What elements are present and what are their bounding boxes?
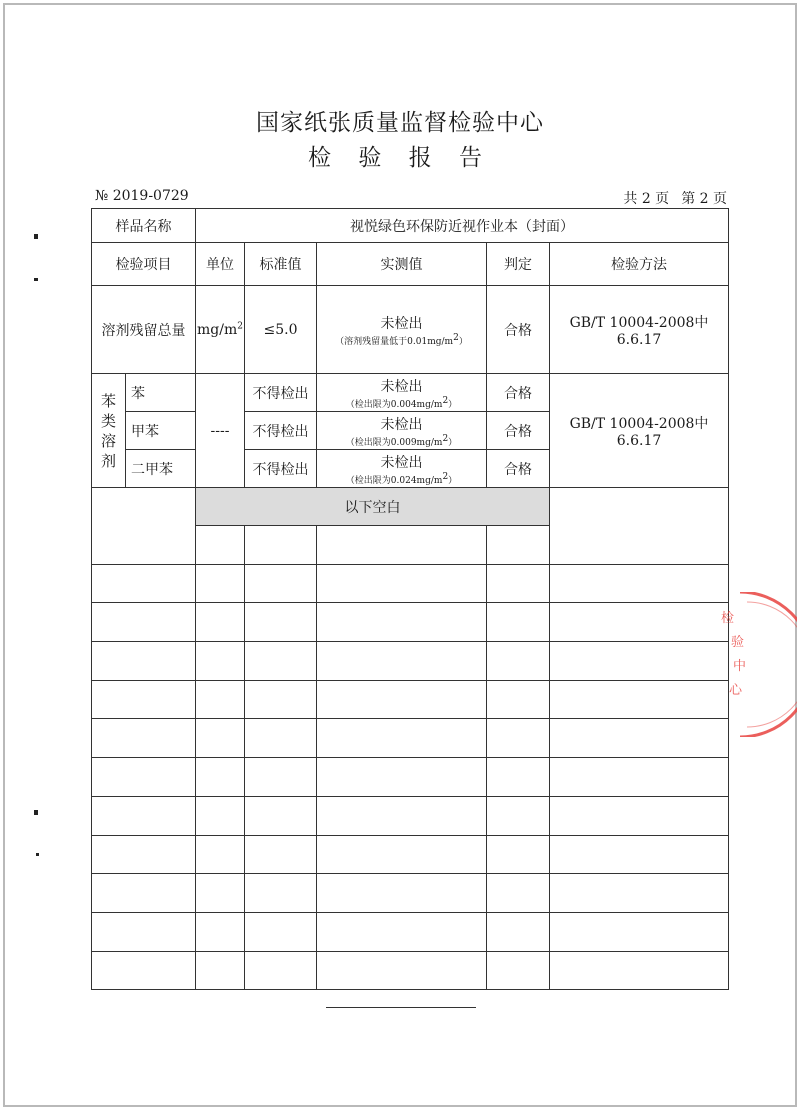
binding-mark — [36, 853, 39, 856]
blank-cell — [550, 488, 729, 526]
toluene-standard: 不得检出 — [245, 412, 317, 450]
blank-notice-row — [92, 488, 729, 526]
empty-row — [92, 603, 729, 642]
empty-row — [92, 642, 729, 681]
empty-row — [92, 874, 729, 913]
sample-label: 样品名称 — [92, 209, 196, 243]
col-standard-header: 标准值 — [245, 243, 317, 286]
binding-mark — [34, 810, 38, 815]
empty-row — [92, 680, 729, 719]
report-number: № 2019-0729 — [95, 188, 189, 204]
xylene-standard: 不得检出 — [245, 450, 317, 488]
toluene-verdict: 合格 — [487, 412, 550, 450]
empty-row — [92, 719, 729, 758]
signature-line — [326, 1007, 476, 1008]
benzene-group-unit: ---- — [196, 374, 245, 488]
toluene-measured: 未检出 （检出限为0.009mg/m2） — [317, 412, 487, 450]
benzene-name: 苯 — [126, 374, 196, 412]
empty-rows — [92, 526, 729, 990]
blank-notice: 以下空白 — [196, 488, 550, 526]
solvent-item: 溶剂残留总量 — [92, 286, 196, 374]
empty-row — [92, 526, 729, 565]
xylene-verdict: 合格 — [487, 450, 550, 488]
solvent-method: GB/T 10004-2008中6.6.17 — [550, 286, 729, 374]
benzene-standard: 不得检出 — [245, 374, 317, 412]
col-item-header: 检验项目 — [92, 243, 196, 286]
solvent-measured: 未检出 （溶剂残留量低于0.01mg/m2） — [317, 286, 487, 374]
sample-name: 视悦绿色环保防近视作业本（封面） — [196, 209, 729, 243]
org-title: 国家纸张质量监督检验中心 — [256, 110, 544, 136]
col-unit-header: 单位 — [196, 243, 245, 286]
current-page: 第 2 页 — [681, 191, 727, 207]
page-indicator — [623, 188, 727, 208]
benzene-measured: 未检出 （检出限为0.004mg/m2） — [317, 374, 487, 412]
svg-text:检: 检 — [721, 611, 735, 626]
solvent-unit: $mg/m^2$ — [196, 286, 245, 374]
col-verdict-header: 判定 — [487, 243, 550, 286]
empty-row — [92, 564, 729, 603]
svg-text:心: 心 — [729, 683, 743, 698]
svg-text:验: 验 — [731, 635, 745, 650]
table-row — [92, 374, 729, 412]
binding-mark — [34, 278, 38, 281]
benzene-group-method: GB/T 10004-2008中6.6.17 — [550, 374, 729, 488]
solvent-row — [92, 286, 729, 374]
xylene-measured: 未检出 （检出限为0.024mg/m2） — [317, 450, 487, 488]
inspection-table — [91, 208, 729, 990]
toluene-name: 甲苯 — [126, 412, 196, 450]
col-method-header: 检验方法 — [550, 243, 729, 286]
header-row — [92, 243, 729, 286]
solvent-standard: ≤5.0 — [245, 286, 317, 374]
empty-row — [92, 796, 729, 835]
total-pages: 共 2 页 — [623, 191, 670, 207]
benzene-verdict: 合格 — [487, 374, 550, 412]
empty-row — [92, 758, 729, 797]
binding-mark — [34, 234, 38, 239]
empty-row — [92, 951, 729, 990]
svg-text:中: 中 — [733, 659, 747, 674]
empty-row — [92, 835, 729, 874]
xylene-name: 二甲苯 — [126, 450, 196, 488]
empty-row — [92, 912, 729, 951]
col-measured-header: 实测值 — [317, 243, 487, 286]
seal-stamp-icon — [707, 592, 797, 737]
report-type-title: 检 验 报 告 — [308, 145, 492, 171]
benzene-group-label: 苯 类 溶 剂 — [92, 374, 126, 488]
solvent-verdict: 合格 — [487, 286, 550, 374]
blank-cell — [92, 488, 196, 526]
sample-row — [92, 209, 729, 243]
